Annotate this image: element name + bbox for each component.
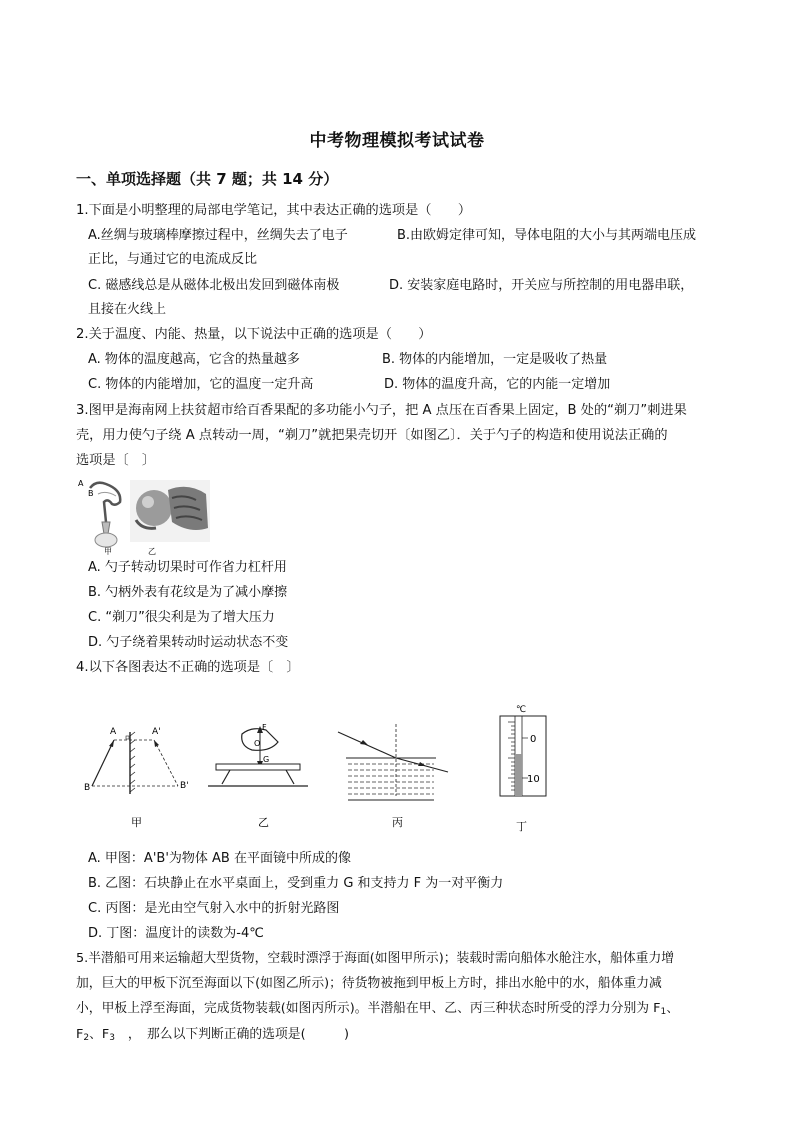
q1-option-c: C. 磁感线总是从磁体北极出发回到磁体南极	[88, 278, 340, 293]
figure-refraction	[338, 724, 448, 800]
q4-option-c: C. 丙图：是光由空气射入水中的折射光路图	[88, 901, 340, 916]
label-A-prime: A'	[152, 727, 161, 737]
caption-bing: 丙	[392, 816, 403, 829]
label-yi: 乙	[148, 547, 156, 556]
q5-line3-text: 小，甲板上浮至海面，完成货物装载(如图丙所示)。半潜船在甲、乙、丙三种状态时所受的浮力分别为 F	[76, 1001, 661, 1016]
q5-sub-2: 2	[83, 1033, 90, 1043]
q2-option-c: C. 物体的内能增加，它的温度一定升高	[88, 377, 314, 392]
q4-option-a: A. 甲图：A'B'为物体 AB 在平面镜中所成的像	[88, 851, 351, 866]
figure-mirror	[92, 732, 178, 794]
section-heading: 一、单项选择题（共 7 题；共 14 分）	[76, 170, 339, 188]
q5-f3-label: 、F	[89, 1027, 110, 1042]
q2-option-a: A. 物体的温度越高，它含的热量越多	[88, 352, 300, 367]
q4-figures	[76, 696, 556, 840]
q3-stem-line1: 3.图甲是海南网上扶贫超市给百香果配的多功能小勺子，把 A 点压在百香果上固定，B 处的“剃刀”刺进果	[76, 403, 687, 418]
q5-sep: 、	[666, 1001, 680, 1016]
label-B: B	[84, 783, 91, 793]
label-zero: 0	[530, 734, 537, 745]
q5-line1: 5.半潜船可用来运输超大型货物，空载时漂浮于海面(如图甲所示)；装载时需向船体水舱注水，船体重力增	[76, 951, 675, 966]
q5-sub-3: 3	[109, 1033, 116, 1043]
label-B-prime: B'	[180, 781, 189, 791]
q3-option-d: D. 勺子绕着果转动时运动状态不变	[88, 635, 289, 650]
q5-line4	[76, 1025, 349, 1048]
q1-option-d: D. 安装家庭电路时，开关应与所控制的用电器串联，	[389, 278, 694, 293]
figure-stone	[208, 726, 308, 786]
q5-f2-label: F	[76, 1027, 84, 1042]
label-ten: 10	[527, 774, 540, 785]
q5-line3	[76, 999, 679, 1022]
q4-stem: 4.以下各图表达不正确的选项是〔 〕	[76, 660, 300, 675]
q1-option-b-cont: 正比，与通过它的电流成反比	[88, 252, 258, 267]
label-celsius: ℃	[516, 705, 527, 715]
q3-figure-spoon	[76, 476, 212, 556]
q1-option-a: A.丝绸与玻璃棒摩擦过程中，丝绸失去了电子	[88, 228, 348, 243]
q5-sub-1: 1	[660, 1007, 667, 1017]
q1-option-d-cont: 且接在火线上	[88, 302, 167, 317]
label-A: A	[110, 727, 117, 737]
q4-option-b: B. 乙图：石块静止在水平桌面上，受到重力 G 和支持力 F 为一对平衡力	[88, 876, 504, 891]
caption-yi: 乙	[258, 816, 269, 829]
q2-stem: 2.关于温度、内能、热量，以下说法中正确的选项是（ ）	[76, 327, 432, 342]
label-B: B	[88, 489, 94, 498]
caption-ding: 丁	[516, 820, 527, 833]
q3-option-c: C. “剃刀”很尖利是为了增大压力	[88, 610, 275, 625]
q1-stem: 1.下面是小明整理的局部电学笔记，其中表达正确的选项是（ ）	[76, 203, 472, 218]
q2-option-b: B. 物体的内能增加，一定是吸收了热量	[382, 352, 608, 367]
photo-hand-fruit	[130, 480, 210, 542]
label-O: O	[254, 739, 261, 748]
q5-line4-text: ， 那么以下判断正确的选项是( )	[115, 1027, 349, 1042]
q2-option-d: D. 物体的温度升高，它的内能一定增加	[384, 377, 611, 392]
label-jia: 甲	[104, 547, 112, 556]
q3-stem-line2: 壳，用力使勺子绕 A 点转动一周，“剃刀”就把果壳切开〔如图乙〕．关于勺子的构造和使用说法正确的	[76, 428, 668, 443]
label-F: F	[262, 723, 267, 732]
label-A: A	[78, 479, 84, 488]
q1-option-b: B.由欧姆定律可知，导体电阻的大小与其两端电压成	[397, 228, 697, 243]
label-G: G	[263, 755, 270, 764]
spoon-drawing	[90, 483, 120, 547]
page-title: 中考物理模拟考试试卷	[309, 131, 485, 151]
q3-option-b: B. 勺柄外表有花纹是为了减小摩擦	[88, 585, 288, 600]
q5-line2: 加，巨大的甲板下沉至海面以下(如图乙所示)；待货物被拖到甲板上方时，排出水舱中的水，船体重力减	[76, 976, 662, 991]
caption-jia: 甲	[131, 816, 142, 829]
q4-option-d: D. 丁图：温度计的读数为-4℃	[88, 926, 264, 941]
q3-option-a: A. 勺子转动切果时可作省力杠杆用	[88, 560, 287, 575]
q3-stem-line3: 选项是〔 〕	[76, 453, 156, 468]
